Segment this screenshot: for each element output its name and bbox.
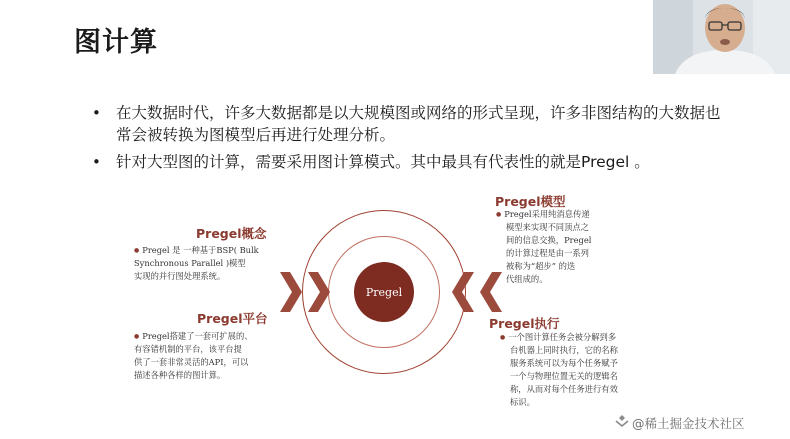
desc-line <box>134 330 294 343</box>
concept-title: Pregel概念 <box>196 226 267 241</box>
platform-line: Pregel搭建了一套可扩展的、 <box>142 331 253 341</box>
bullet-dot: • <box>92 104 101 122</box>
chevron-left-icon <box>446 270 504 314</box>
model-line: Pregel采用纯消息传递 <box>504 209 590 219</box>
bullet-text: 针对大型图的计算，需要采用图计算模式。其中最具有代表性的就是Pregel 。 <box>116 153 650 171</box>
bullet-dot: ● <box>496 211 502 218</box>
concept-line: Synchronous Parallel )模型 <box>134 258 246 268</box>
bullet-item <box>92 102 722 146</box>
execution-line: 一个图计算任务会被分解到多 <box>508 332 617 342</box>
execution-line: 服务系统可以为每个任务赋予 <box>510 358 618 368</box>
bullet-dot: ● <box>134 247 140 254</box>
execution-line: 标识。 <box>510 397 535 407</box>
bullet-list <box>92 102 722 178</box>
platform-line: 描述各种各样的图计算。 <box>134 370 226 380</box>
presenter-avatar <box>653 0 790 74</box>
model-title: Pregel模型 <box>495 194 566 209</box>
desc-line <box>500 331 660 344</box>
execution-line: 台机器上同时执行，它的名称 <box>510 345 618 355</box>
slide-title: 图计算 <box>74 27 158 58</box>
bullet-text: 在大数据时代，许多大数据都是以大规模图或网络的形式呈现，许多非图结构的大数据也常会被转换为图模型后再进行处理分析。 <box>116 104 721 144</box>
model-line: 模型来实现不同顶点之 <box>506 222 589 232</box>
model-line: 代组成的。 <box>506 274 548 284</box>
model-line: 被称为“超步” 的迭 <box>506 261 576 271</box>
execution-description <box>500 331 660 409</box>
desc-line <box>134 244 294 257</box>
bullet-dot: • <box>92 153 101 171</box>
platform-description <box>134 330 294 382</box>
watermark-text: @稀土掘金技术社区 <box>632 416 745 431</box>
concept-line: 实现的并行图处理系统。 <box>134 271 226 281</box>
model-line: 的计算过程是由一系列 <box>506 248 589 258</box>
execution-line: 一个与物理位置无关的逻辑名 <box>510 371 618 381</box>
execution-title: Pregel执行 <box>489 316 560 331</box>
chevron-right-icon <box>278 270 336 314</box>
execution-line: 称，从而对每个任务进行有效 <box>510 384 618 394</box>
pregel-center-node: Pregel <box>354 262 414 322</box>
concept-description <box>134 244 294 283</box>
webcam-video <box>653 0 790 74</box>
platform-title: Pregel平台 <box>197 311 268 326</box>
bullet-item <box>92 151 722 173</box>
bullet-dot: ● <box>134 333 140 340</box>
platform-line: 供了一套非常灵活的API，可以 <box>134 357 249 367</box>
bullet-dot: ● <box>500 334 506 341</box>
platform-line: 有容错机制的平台，该平台提 <box>134 344 242 354</box>
concept-line: Pregel 是 一种基于BSP( Bulk <box>142 245 259 255</box>
model-description <box>496 208 646 286</box>
desc-line <box>496 208 646 221</box>
juejin-logo-icon <box>614 413 630 429</box>
model-line: 间的信息交换，Pregel <box>506 235 592 245</box>
